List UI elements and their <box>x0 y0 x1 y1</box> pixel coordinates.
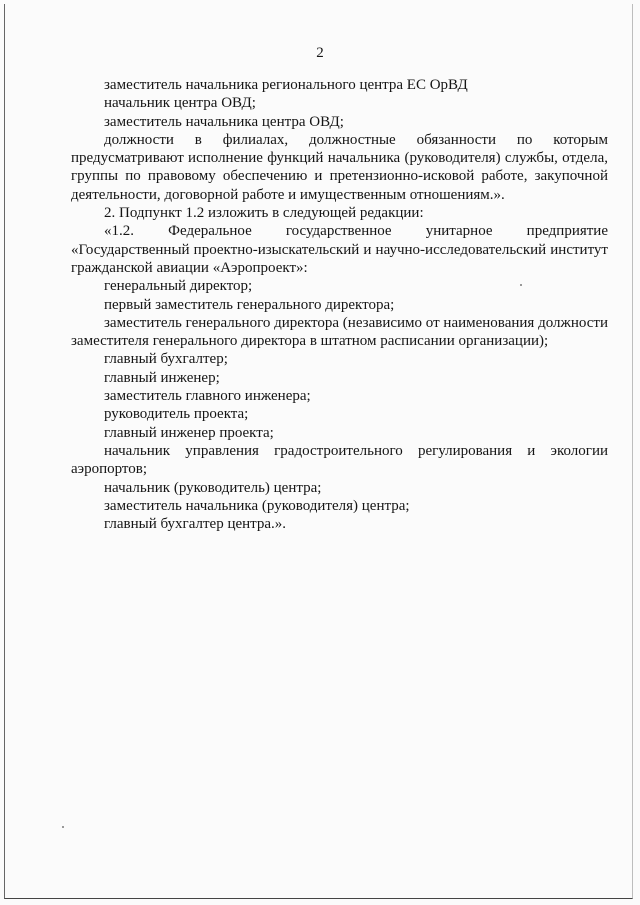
position-chief-accountant: главный бухгалтер; <box>104 351 228 368</box>
paragraph-branch-positions-first-line: должности в филиалах, должностные обязанности по которым <box>104 131 608 148</box>
paragraph-deputy-director: заместитель генерального директора (независимо от наименования должности заместителя генерального директора в штатном расписании организации); <box>71 314 608 350</box>
scan-speck <box>520 284 522 286</box>
item-2-heading: 2. Подпункт 1.2 изложить в следующей редакции: <box>104 205 424 222</box>
page-number: 2 <box>316 45 324 61</box>
position-chief-project-engineer: главный инженер проекта; <box>104 424 274 441</box>
scan-speck <box>62 826 64 828</box>
paragraph-branch-positions-rest: предусматривают исполнение функций начальника (руководителя) службы, отдела, группы по правовому обеспечению и претензионно-исковой работе, закупочной деятельности, договорной работе и имущественным отношениям.». <box>71 150 608 203</box>
position-project-manager: руководитель проекта; <box>104 406 249 423</box>
line-regional-deputy: заместитель начальника регионального центра ЕС ОрВД <box>104 77 468 93</box>
position-general-director: генеральный директор; <box>104 278 253 295</box>
position-center-deputy: заместитель начальника (руководителя) центра; <box>104 497 410 514</box>
line-center-deputy: заместитель начальника центра ОВД; <box>104 113 344 130</box>
document-body <box>71 76 608 533</box>
item-1-2-paragraph: «1.2. Федеральное государственное унитарное предприятие «Государственный проектно-изыскательский и научно-исследовательский институт гражданской авиации «Аэропроект»: <box>71 223 608 276</box>
position-center-head: начальник (руководитель) центра; <box>104 479 322 496</box>
position-center-chief-accountant: главный бухгалтер центра.». <box>104 516 287 533</box>
position-chief-engineer: главный инженер; <box>104 369 220 386</box>
line-center-head: начальник центра ОВД; <box>104 95 256 112</box>
position-first-deputy: первый заместитель генерального директора; <box>104 296 395 313</box>
paragraph-urban-planning-head: начальник управления градостроительного регулирования и экологии аэропортов; <box>71 442 608 478</box>
position-deputy-chief-engineer: заместитель главного инженера; <box>104 388 311 405</box>
